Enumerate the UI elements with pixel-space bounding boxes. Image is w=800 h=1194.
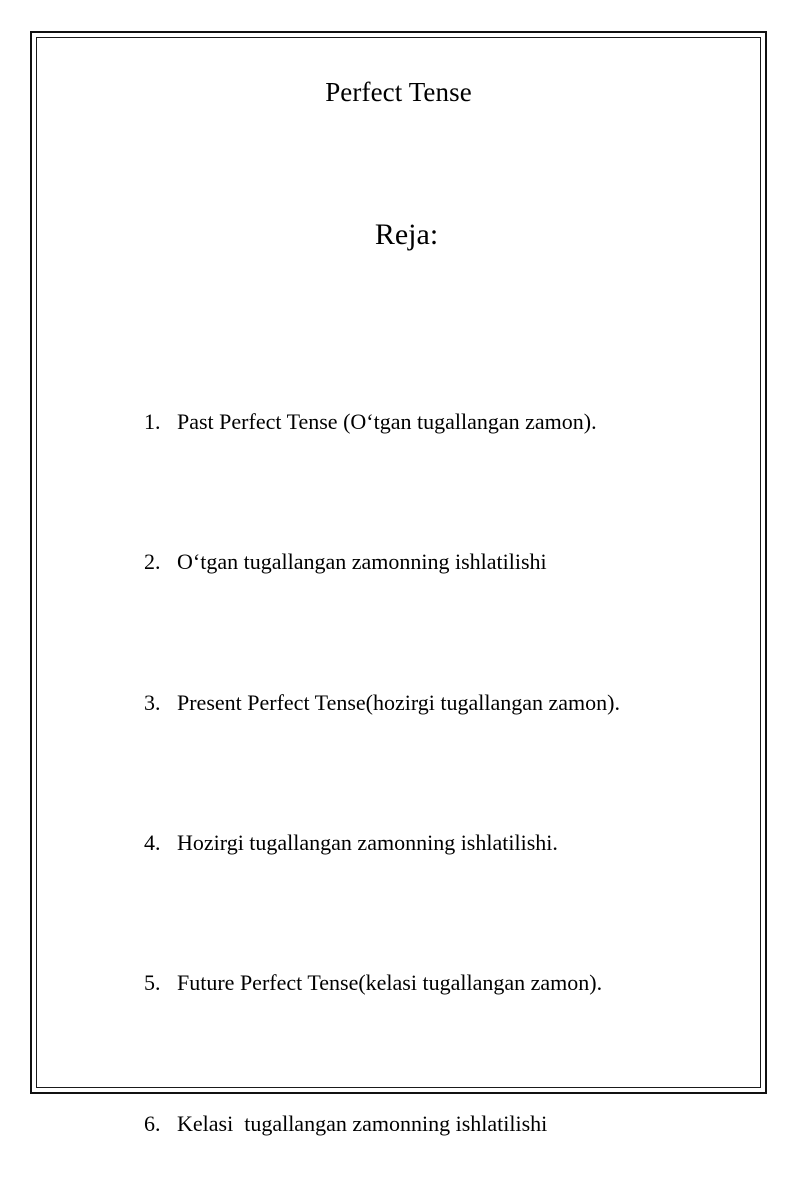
page-title: Perfect Tense xyxy=(325,77,472,107)
list-item-number: 3. xyxy=(144,689,161,715)
list-item-text: Future Perfect Tense(kelasi tugallangan zamon). xyxy=(177,970,603,996)
list-item xyxy=(100,773,750,913)
list-item-number: 4. xyxy=(144,829,161,855)
list-item-text: Present Perfect Tense(hozirgi tugallangan zamon). xyxy=(177,689,620,715)
list-item-number: 1. xyxy=(144,408,161,434)
list-item-text: Oʻtgan tugallangan zamonning ishlatilishi xyxy=(177,549,547,575)
list-item xyxy=(100,1054,750,1194)
list-item-number: 5. xyxy=(144,970,161,996)
list-item-number: 2. xyxy=(144,549,161,575)
list-item-text: Hozirgi tugallangan zamonning ishlatilishi. xyxy=(177,829,558,855)
list-item-text: Kelasi tugallangan zamonning ishlatilishi xyxy=(177,1110,548,1136)
list-item-number: 6. xyxy=(144,1110,161,1136)
outline-heading: Reja: xyxy=(374,218,439,251)
document-content xyxy=(44,45,753,1136)
list-item-text: Past Perfect Tense (Oʻtgan tugallangan zamon). xyxy=(177,408,597,434)
outline-list xyxy=(100,352,750,1194)
list-item xyxy=(100,914,750,1054)
list-item xyxy=(100,633,750,773)
list-item xyxy=(100,352,750,492)
list-item xyxy=(100,492,750,632)
